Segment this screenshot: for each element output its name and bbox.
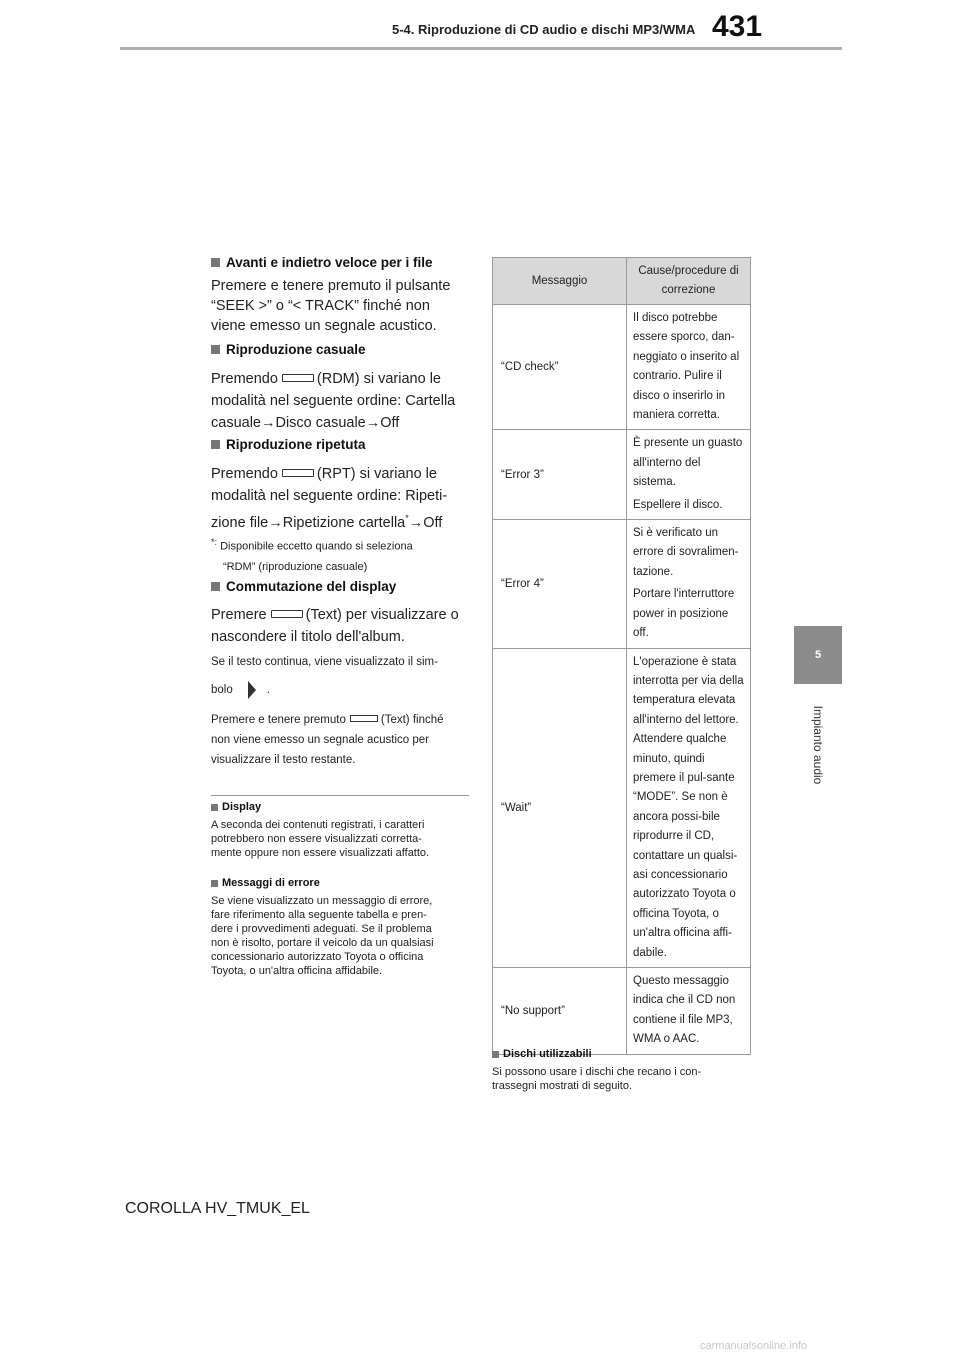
table-cell-message: “Error 3” — [493, 430, 627, 520]
error-message-table — [492, 257, 751, 1055]
square-bullet-icon — [492, 1051, 499, 1058]
table-cell-cause: Questo messaggio indica che il CD non contiene il file MP3, WMA o AAC. — [627, 968, 751, 1055]
square-bullet-icon — [211, 345, 220, 354]
paragraph-fast-forward: Premere e tenere premuto il pulsante “SEEK >” o “< TRACK” finché non viene emesso un segnale acustico. — [211, 278, 451, 334]
note-heading-display: Display — [211, 801, 469, 813]
chapter-tab — [794, 626, 842, 684]
heading-random-play: Riproduzione casuale — [211, 342, 469, 357]
footnote-repeat: *: Disponibile eccetto quando si seleziona “RDM” (riproduzione casuale) — [211, 537, 413, 573]
heading-display-switch: Commutazione del display — [211, 579, 469, 594]
paragraph-random-play: Premendo (RDM) si variano le modalità nel seguente ordine: Cartella casuale→Disco casuale→Off — [211, 371, 456, 431]
table-cell-cause: È presente un guasto all'interno del sistema. Espellere il disco. — [627, 430, 751, 520]
table-cell-cause: Il disco potrebbe essere sporco, dan-neggiato o inserito al contrario. Pulire il disco o inserirlo in maniera corretta. — [627, 305, 751, 430]
note-display: A seconda dei contenuti registrati, i caratteri potrebbero non essere visualizzati corretta- mente oppure non essere visualizzati affatto. — [211, 819, 430, 859]
table-row — [493, 430, 751, 520]
continue-arrow-icon — [241, 679, 263, 701]
footer-model: COROLLA HV_TMUK_EL — [125, 1200, 310, 1217]
note-heading-errors: Messaggi di errore — [211, 877, 469, 889]
table-row — [493, 520, 751, 648]
section-title: 5-4. Riproduzione di CD audio e dischi MP3/WMA — [392, 22, 696, 37]
table-header-cause: Cause/procedure di correzione — [627, 258, 751, 305]
watermark: carmanualsonline.info — [700, 1340, 808, 1352]
square-bullet-icon — [211, 258, 220, 267]
button-icon — [282, 469, 314, 477]
note-usable-discs: Si possono usare i dischi che recano i con- trassegni mostrati di seguito. — [492, 1066, 702, 1092]
square-bullet-icon — [211, 582, 220, 591]
note-heading-usable-discs: Dischi utilizzabili — [492, 1048, 592, 1060]
square-bullet-icon — [211, 880, 218, 887]
table-cell-message: “Error 4” — [493, 520, 627, 648]
table-cell-message: “Wait” — [493, 648, 627, 968]
chapter-label — [808, 690, 828, 800]
square-bullet-icon — [211, 440, 220, 449]
paragraph-repeat-play: Premendo (RPT) si variano le modalità nel seguente ordine: Ripeti- zione file→Ripetizione cartella*→Off — [211, 466, 448, 531]
chapter-label-text: Impianto audio — [811, 705, 825, 785]
table-cell-message: “CD check” — [493, 305, 627, 430]
table-cell-cause: Si è verificato un errore di sovralimen-tazione. Portare l'interruttore power in posizione off. — [627, 520, 751, 648]
button-icon — [271, 610, 303, 618]
table-header-message: Messaggio — [493, 258, 627, 305]
heading-repeat-play: Riproduzione ripetuta — [211, 437, 469, 452]
table-cell-message: “No support” — [493, 968, 627, 1055]
header-rule — [120, 47, 842, 50]
page-number: 431 — [712, 10, 763, 43]
table-header-row — [493, 258, 751, 305]
button-icon — [282, 374, 314, 382]
table-cell-cause: L'operazione è stata interrotta per via della temperatura elevata all'interno del lettore. Attendere qualche minuto, quindi premere il pul-sante “MODE”. Se non è ancora possi-bile riprodurre il CD, contattare un qualsi-asi concessionario autorizzato Toyota o officina Toyota, o un'altra officina affi-dabile. — [627, 648, 751, 968]
paragraph-display-switch: Premere (Text) per visualizzare o nascondere il titolo dell'album. — [211, 607, 459, 645]
square-bullet-icon — [211, 804, 218, 811]
table-row — [493, 648, 751, 968]
heading-fast-forward: Avanti e indietro veloce per i file — [211, 255, 469, 270]
section-divider — [211, 795, 469, 796]
paragraph-display-note: Se il testo continua, viene visualizzato il sim- bolo . Premere e tenere premuto (Text) finché non viene emesso un segnale acustico per visualizzare il testo restante. — [211, 656, 444, 766]
table-row — [493, 968, 751, 1055]
button-icon — [350, 715, 378, 722]
table-row — [493, 305, 751, 430]
note-errors: Se viene visualizzato un messaggio di errore, fare riferimento alla seguente tabella e pren- dere i provvedimenti adeguati. Se il problema non è risolto, portare il veicolo da un qualsiasi concessionario autorizzato Toyota o officina Toyota, o un'altra officina affidabile. — [211, 895, 434, 977]
chapter-number: 5 — [814, 649, 822, 661]
